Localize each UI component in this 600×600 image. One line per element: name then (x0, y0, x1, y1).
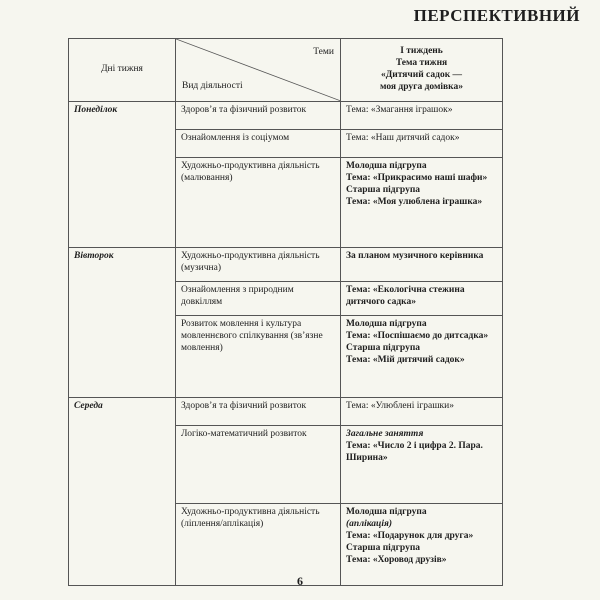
topic-cell: Тема: «Екологічна стежина дитячого садка» (341, 282, 503, 316)
topic-cell (341, 426, 503, 504)
header-week (341, 39, 503, 102)
topic-cell: Тема: «Наш дитячий садок» (341, 130, 503, 158)
topic-line: Тема: «Мій дитячий садок» (346, 354, 465, 365)
subgroup-label: Загальне заняття (346, 429, 424, 439)
activity-cell: Здоров’я та фізичний розвиток (176, 102, 341, 130)
page-header-title: ПЕРСПЕКТИВНИЙ (413, 6, 580, 25)
header-week-line: «Дитячий садок — (380, 70, 463, 80)
plan-table (68, 38, 503, 586)
day-cell-wednesday (69, 398, 176, 586)
activity-cell: Логіко-математичний розвиток (176, 426, 341, 504)
day-cell-tuesday (69, 248, 176, 398)
day-name: Понеділок (74, 105, 118, 115)
topic-cell: За планом музичного керівника (341, 248, 503, 282)
header-topics: Теми (313, 47, 334, 57)
page-number: 6 (297, 574, 303, 588)
topic-line: Тема: «Подарунок для друга» (346, 530, 474, 541)
activity-cell: Здоров’я та фізичний розвиток (176, 398, 341, 426)
activity-cell: Художньо-продуктивна діяльність (малювання) (176, 158, 341, 248)
header-diagonal-cell (176, 39, 341, 102)
subgroup-label: Старша підгрупа (346, 342, 421, 353)
subgroup-label: Молодша підгрупа (346, 161, 427, 171)
topic-cell (341, 158, 503, 248)
table-row (69, 102, 503, 130)
header-activity: Вид діяльності (182, 81, 243, 92)
topic-line: Тема: «Число 2 і цифра 2. Пара. Ширина» (346, 440, 483, 463)
activity-cell: Художньо-продуктивна діяльність (музична) (176, 248, 341, 282)
activity-cell: Художньо-продуктивна діяльність (ліплення/аплікація) (176, 504, 341, 586)
subgroup-label: Старша підгрупа (346, 184, 421, 195)
table-header-row (69, 39, 503, 102)
subgroup-label: Старша підгрупа (346, 542, 421, 553)
day-name: Середа (74, 401, 103, 411)
header-days: Дні тижня (69, 39, 176, 102)
topic-line: Тема: «Моя улюблена іграшка» (346, 196, 483, 207)
subgroup-label: Молодша підгрупа (346, 319, 427, 329)
topic-line: Тема: «Прикрасимо наші шафи» (346, 172, 488, 183)
activity-cell: Ознайомлення із соціумом (176, 130, 341, 158)
header-week-line: Тема тижня (395, 58, 448, 69)
day-name: Вівторок (74, 251, 114, 261)
topic-cell: Тема: «Улюблені іграшки» (341, 398, 503, 426)
table-row (69, 248, 503, 282)
topic-cell (341, 316, 503, 398)
subgroup-note: (аплікація) (346, 518, 393, 529)
activity-cell: Ознайомлення з природним довкіллям (176, 282, 341, 316)
day-cell-monday (69, 102, 176, 248)
header-week-line: моя друга домівка» (379, 81, 464, 92)
topic-line: Тема: «Хоровод друзів» (346, 554, 447, 565)
activity-cell: Розвиток мовлення і культура мовленнєвого спілкування (зв’язне мовлення) (176, 316, 341, 398)
topic-line: Тема: «Поспішаємо до дитсадка» (346, 330, 489, 341)
header-week-line: І тиждень (400, 46, 443, 57)
topic-cell: Тема: «Змагання іграшок» (341, 102, 503, 130)
subgroup-label: Молодша підгрупа (346, 507, 427, 517)
table-row (69, 398, 503, 426)
